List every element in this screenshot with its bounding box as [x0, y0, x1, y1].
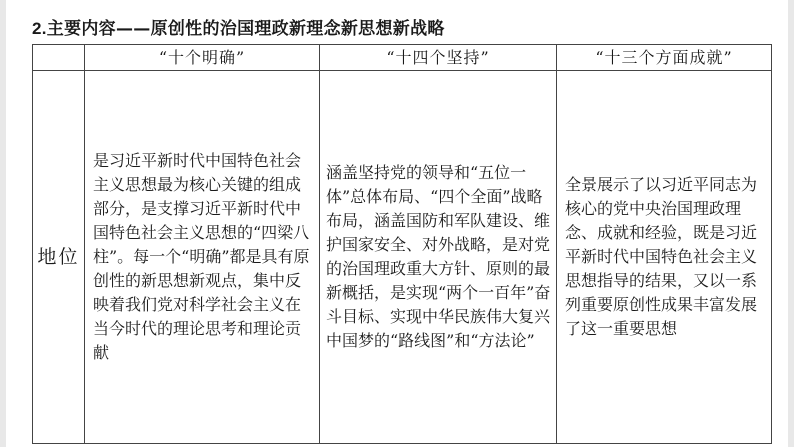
- table-row: [33, 71, 772, 444]
- section-title: 主要内容——原创性的治国理政新理念新思想新战略: [46, 19, 445, 39]
- header-fourteen-adherences: “十四个坚持”: [320, 45, 557, 71]
- cell-thirteen-achievements: 全景展示了以习近平同志为核心的党中央治国理政理念、成就和经验，既是习近平新时代中国特色社会主义思想指导的结果，又以一系列重要原创性成果丰富发展了这一重要思想: [557, 71, 772, 444]
- cell-fourteen-adherences: 涵盖坚持党的领导和“五位一体”总体布局、“四个全面”战略布局，涵盖国防和军队建设、维护国家安全、对外战略，是对党的治国理政重大方针、原则的最新概括，是实现“两个一百年”奋斗目标、实现中华民族伟大复兴中国梦的“路线图”和“方法论”: [320, 71, 557, 444]
- header-empty-cell: [33, 45, 85, 71]
- section-heading: [32, 14, 445, 39]
- cell-ten-clarifications: 是习近平新时代中国特色社会主义思想最为核心关键的组成部分，是支撑习近平新时代中国特色社会主义思想的“四梁八柱”。每一个“明确”都是具有原创性的新思想新观点，集中反映着我们党对科学社会主义在当今时代的理论思考和理论贡献: [85, 71, 320, 444]
- row-label-status: 地位: [33, 71, 85, 444]
- content-table: [32, 44, 772, 444]
- left-margin-band: [0, 0, 6, 447]
- right-margin-band: [788, 0, 794, 447]
- header-thirteen-achievements: “十三个方面成就”: [557, 45, 772, 71]
- header-ten-clarifications: “十个明确”: [85, 45, 320, 71]
- table-header-row: [33, 45, 772, 71]
- top-band: [0, 0, 794, 8]
- section-number: 2.: [32, 19, 47, 38]
